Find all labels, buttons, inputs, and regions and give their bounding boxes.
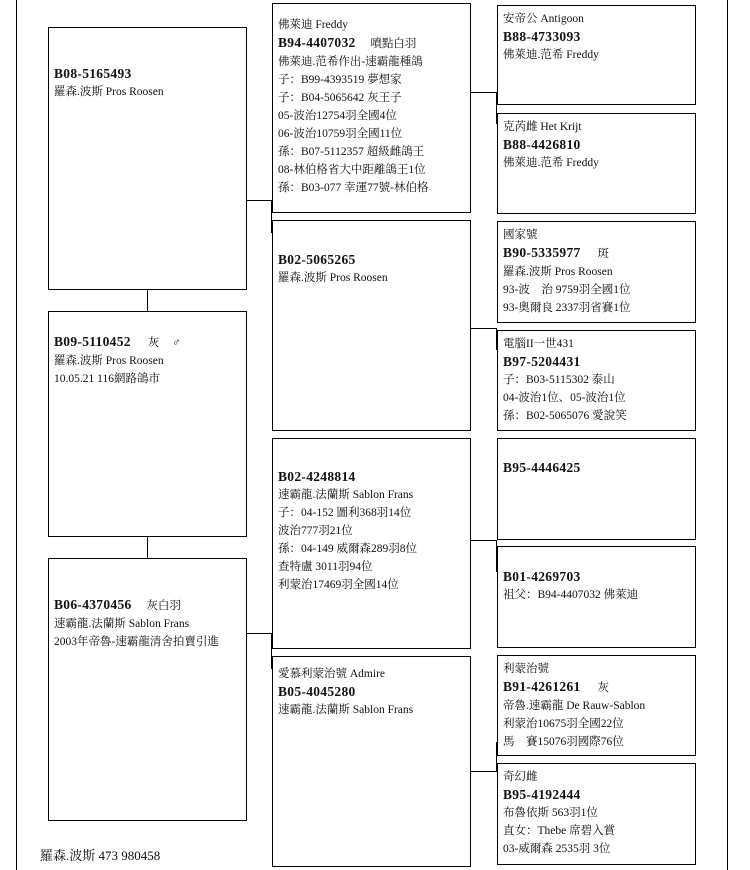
pedigree-line: 06-波治10759羽全國11位 [278,128,403,140]
bird-name: 安帝公 Antigoon [503,13,584,25]
ring-number: B97-5204431 [503,354,581,369]
pedigree-line: 羅森.波斯 Pros Roosen [54,86,164,98]
ring-number: B08-5165493 [54,66,132,81]
pedigree-line: 速霸龍.法蘭斯 Sablon Frans [278,489,414,501]
bird-name: 克芮雌 Het Krijt [503,121,582,133]
pedigree-line: 孫：04-149 威爾森289羽8位 [278,543,417,555]
pedigree-line: 波治777羽21位 [278,525,353,537]
gen4-card-2 [497,113,696,214]
subject-card [48,558,247,821]
ring-number: B05-4045280 [278,684,356,699]
ring-number: B02-4248814 [278,469,356,484]
pedigree-line: 直女：Thebe 席碧入賞 [503,825,616,837]
pedigree-line: 羅森.波斯 Pros Roosen [54,355,164,367]
ring-number: B88-4733093 [503,29,581,44]
connector [470,771,497,772]
pedigree-line: 帝魯.速霸龍 De Rauw-Sablon [503,700,646,712]
pedigree-line: 布魯依斯 563羽1位 [503,807,598,819]
pedigree-line: 05-波治12754羽全國4位 [278,110,397,122]
bird-name: 利蒙治號 [503,663,549,675]
sire-card [48,27,247,290]
ring-number: B02-5065265 [278,252,356,267]
ring-number: B88-4426810 [503,137,581,152]
pedigree-line: 佛萊迪.范希 Freddy [503,157,599,169]
ring-number: B01-4269703 [503,569,581,584]
gen4-card-3 [497,221,696,323]
pedigree-line: 子：B03-5115302 泰山 [503,374,615,386]
ring-number: B91-4261261 [503,679,581,694]
gen4-card-1 [497,5,696,105]
gen3-card-3 [272,438,471,649]
gen4-card-5 [497,438,696,540]
pedigree-line: 速霸龍.法蘭斯 Sablon Frans [278,704,414,716]
pedigree-line: 93-奧爾良 2337羽省賽1位 [503,302,631,314]
pedigree-line: 08-林伯格省大中距離鴿王1位 [278,164,426,176]
connector [147,289,148,312]
pedigree-line: 子：B99-4393519 夢想家 [278,74,402,86]
pedigree-line: 孫：B03-077 幸運77號-林伯格 [278,182,429,194]
pedigree-line: 子：B04-5065642 灰王子 [278,92,402,104]
connector [470,328,497,329]
pedigree-line: 2003年帝魯-速霸龍清舍拍賣引進 [54,636,219,648]
connector [147,536,148,559]
ring-number: B95-4192444 [503,787,581,802]
pedigree-line: 孫：B02-5065076 愛說笑 [503,410,627,422]
page-border-left [16,0,17,870]
pedigree-line: 03-威爾森 2535羽 3位 [503,843,611,855]
pedigree-line: 羅森.波斯 Pros Roosen [503,266,613,278]
bird-name: 佛萊迪 Freddy [278,19,348,31]
color-label: 斑 [597,248,609,260]
bird-name: 國家號 [503,229,538,241]
gen3-card-1 [272,3,471,213]
gen4-card-8 [497,763,696,865]
pedigree-line: 孫：B07-5112357 超級雌鴿王 [278,146,425,158]
gen4-card-4 [497,330,696,431]
color-label: 噴點白羽 [370,38,417,50]
gen4-card-6 [497,546,696,648]
pedigree-line: 佛萊迪.范希 Freddy [503,49,599,61]
pedigree-line: 馬 賽15076羽國際76位 [503,736,624,748]
pedigree-line: 93-波 治 9759羽全國1位 [503,284,631,296]
gen3-card-4 [272,656,471,867]
pedigree-line: 祖父：B94-4407032 佛萊迪 [503,589,639,601]
pedigree-line: 利蒙治17469羽全國14位 [278,579,399,591]
breeder-footer: 羅森.波斯 473 980458 [40,848,161,863]
pedigree-line: 速霸龍.法蘭斯 Sablon Frans [54,618,190,630]
pedigree-line: 羅森.波斯 Pros Roosen [278,272,388,284]
sex-symbol: ♂ [172,337,181,349]
color-label: 灰 [597,682,609,694]
page-border-right [727,0,728,870]
pedigree-line: 佛萊迪.范希作出-速霸龍種鴿 [278,56,423,68]
pedigree-line: 利蒙治10675羽全國22位 [503,718,624,730]
pedigree-line: 查特盧 3011羽94位 [278,561,373,573]
ring-number: B94-4407032 [278,35,356,50]
ring-number: B06-4370456 [54,597,132,612]
connector [470,92,497,93]
dam-card [48,311,247,537]
gen4-card-7 [497,655,696,756]
ring-number: B09-5110452 [54,334,131,349]
bird-name: 奇幻雌 [503,771,538,783]
connector [246,633,272,634]
bird-name: 電腦II一世431 [503,338,574,350]
gen3-card-2 [272,220,471,431]
pedigree-line: 10.05.21 116網路鴿市 [54,373,160,385]
connector [246,200,272,201]
color-label: 灰白羽 [146,600,181,612]
pedigree-line: 子：04-152 圖利368羽14位 [278,507,412,519]
pedigree-line: 04-波治1位、05-波治1位 [503,392,626,404]
ring-number: B95-4446425 [503,460,581,475]
color-label: 灰 [147,337,160,349]
connector [470,540,497,541]
bird-name: 愛慕利蒙治號 Admire [278,668,386,680]
ring-number: B90-5335977 [503,245,581,260]
